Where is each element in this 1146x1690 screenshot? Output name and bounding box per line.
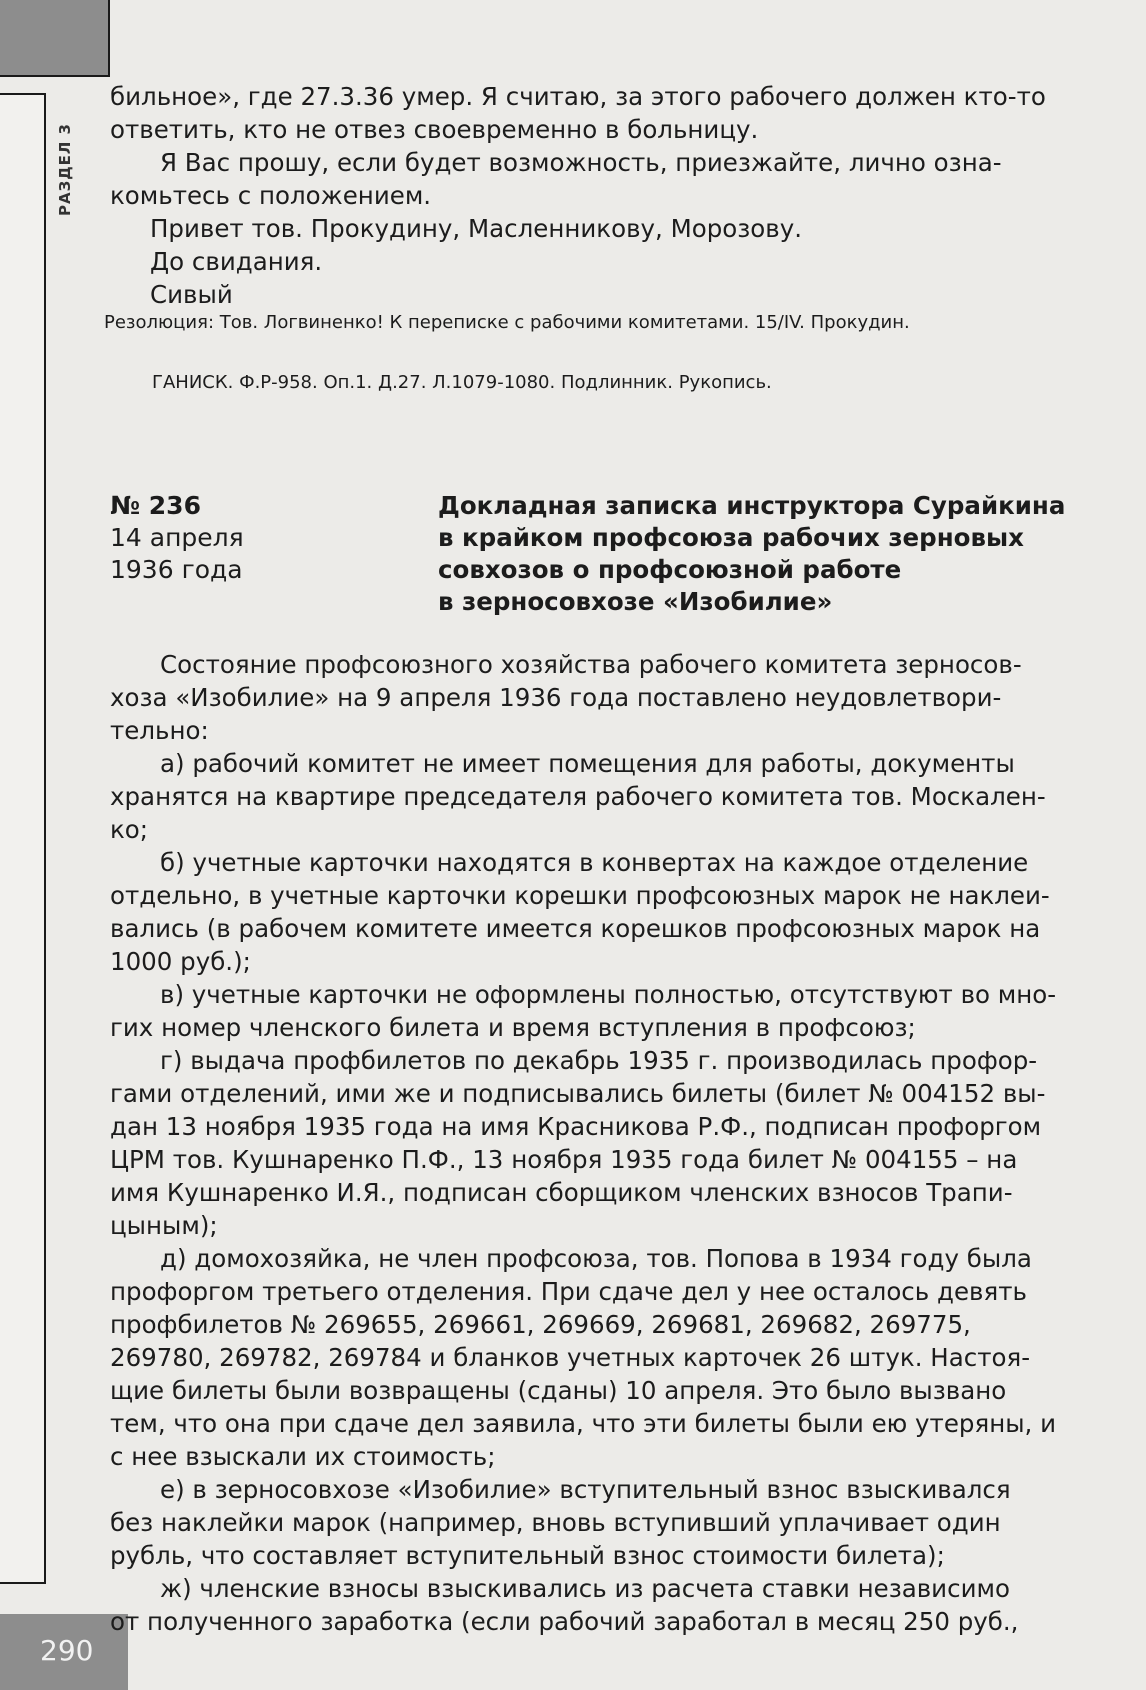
document-meta: [110, 490, 410, 586]
archive-reference: ГАНИСК. Ф.Р-958. Оп.1. Д.27. Л.1079-1080. Подлинник. Рукопись.: [152, 372, 772, 393]
text-line: тельно:: [110, 716, 209, 745]
section-label: РАЗДЕЛ 3: [56, 123, 74, 216]
title-line: в крайком профсоюза рабочих зерновых: [438, 523, 1024, 552]
item-a-paragraph: [110, 747, 1120, 846]
text-line: цыным);: [110, 1211, 218, 1240]
text-line: от полученного заработка (если рабочий заработал в месяц 250 руб.,: [110, 1607, 1019, 1636]
text-line: щие билеты были возвращены (сданы) 10 апреля. Это было вызвано: [110, 1376, 1007, 1405]
document-date-day: 14 апреля: [110, 523, 244, 552]
text-line: ко;: [110, 815, 149, 844]
title-line: совхозов о профсоюзной работе: [438, 555, 902, 584]
text-line: хранятся на квартире председателя рабочего комитета тов. Москален-: [110, 782, 1046, 811]
item-b-paragraph: [110, 846, 1120, 978]
text-line: вались (в рабочем комитете имеется корешков профсоюзных марок на: [110, 914, 1041, 943]
resolution-note: Резолюция: Тов. Логвиненко! К переписке с рабочими комитетами. 15/IV. Прокудин.: [104, 312, 910, 333]
item-v-paragraph: [110, 978, 1120, 1044]
text-line: г) выдача профбилетов по декабрь 1935 г. производилась профор-: [160, 1046, 1038, 1075]
text-line: ответить, кто не отвез своевременно в больницу.: [110, 115, 759, 144]
item-e-paragraph: [110, 1473, 1120, 1572]
text-line: ЦРМ тов. Кушнаренко П.Ф., 13 ноября 1935 года билет № 004155 – на: [110, 1145, 1018, 1174]
text-line: профбилетов № 269655, 269661, 269669, 269681, 269682, 269775,: [110, 1310, 971, 1339]
text-line: в) учетные карточки не оформлены полностью, отсутствуют во мно-: [160, 980, 1057, 1009]
text-line: тем, что она при сдаче дел заявила, что эти билеты были ею утеряны, и: [110, 1409, 1057, 1438]
side-frame: [0, 93, 46, 1584]
title-line: Докладная записка инструктора Сурайкина: [438, 491, 1066, 520]
text-line: бильное», где 27.3.36 умер. Я считаю, за этого рабочего должен кто-то: [110, 82, 1046, 111]
text-line: е) в зерносовхозе «Изобилие» вступительный взнос взыскивался: [160, 1475, 1011, 1504]
document-title: [438, 490, 1118, 618]
page-number: 290: [0, 1614, 128, 1690]
title-line: в зерносовхозе «Изобилие»: [438, 587, 833, 616]
text-line: имя Кушнаренко И.Я., подписан сборщиком членских взносов Трапи-: [110, 1178, 1013, 1207]
page-content: [104, 80, 1110, 1636]
document-date-year: 1936 года: [110, 555, 243, 584]
text-line: с нее взыскали их стоимость;: [110, 1442, 496, 1471]
text-line: Состояние профсоюзного хозяйства рабочего комитета зерносов-: [160, 650, 1022, 679]
greeting: Привет тов. Прокудину, Масленникову, Морозову.: [150, 214, 802, 243]
farewell: До свидания.: [150, 247, 323, 276]
item-zh-paragraph: [110, 1572, 1120, 1638]
text-line: 269780, 269782, 269784 и бланков учетных карточек 26 штук. Настоя-: [110, 1343, 1031, 1372]
letter-end: [110, 80, 1110, 311]
item-d-paragraph: [110, 1242, 1120, 1473]
top-corner-tab: [0, 0, 110, 77]
text-line: б) учетные карточки находятся в конвертах на каждое отделение: [160, 848, 1029, 877]
text-line: а) рабочий комитет не имеет помещения для работы, документы: [160, 749, 1015, 778]
text-line: д) домохозяйка, не член профсоюза, тов. Попова в 1934 году была: [160, 1244, 1032, 1273]
text-line: ж) членские взносы взыскивались из расчета ставки независимо: [160, 1574, 1010, 1603]
text-line: Я Вас прошу, если будет возможность, приезжайте, лично озна-: [160, 148, 1002, 177]
text-line: отдельно, в учетные карточки корешки профсоюзных марок не наклеи-: [110, 881, 1050, 910]
text-line: рубль, что составляет вступительный взнос стоимости билета);: [110, 1541, 945, 1570]
document-header: [110, 490, 1110, 630]
signature: Сивый: [150, 280, 233, 309]
item-g-paragraph: [110, 1044, 1120, 1242]
text-line: гами отделений, ими же и подписывались билеты (билет № 004152 вы-: [110, 1079, 1046, 1108]
text-line: комьтесь с положением.: [110, 181, 432, 210]
text-line: гих номер членского билета и время вступления в профсоюз;: [110, 1013, 916, 1042]
text-line: без наклейки марок (например, вновь вступивший уплачивает один: [110, 1508, 1001, 1537]
text-line: профоргом третьего отделения. При сдаче дел у нее осталось девять: [110, 1277, 1027, 1306]
text-line: дан 13 ноября 1935 года на имя Красникова Р.Ф., подписан профоргом: [110, 1112, 1042, 1141]
text-line: хоза «Изобилие» на 9 апреля 1936 года поставлено неудовлетвори-: [110, 683, 1002, 712]
document-number: № 236: [110, 491, 201, 520]
intro-paragraph: [110, 648, 1120, 747]
text-line: 1000 руб.);: [110, 947, 251, 976]
document-body: [110, 648, 1120, 1638]
